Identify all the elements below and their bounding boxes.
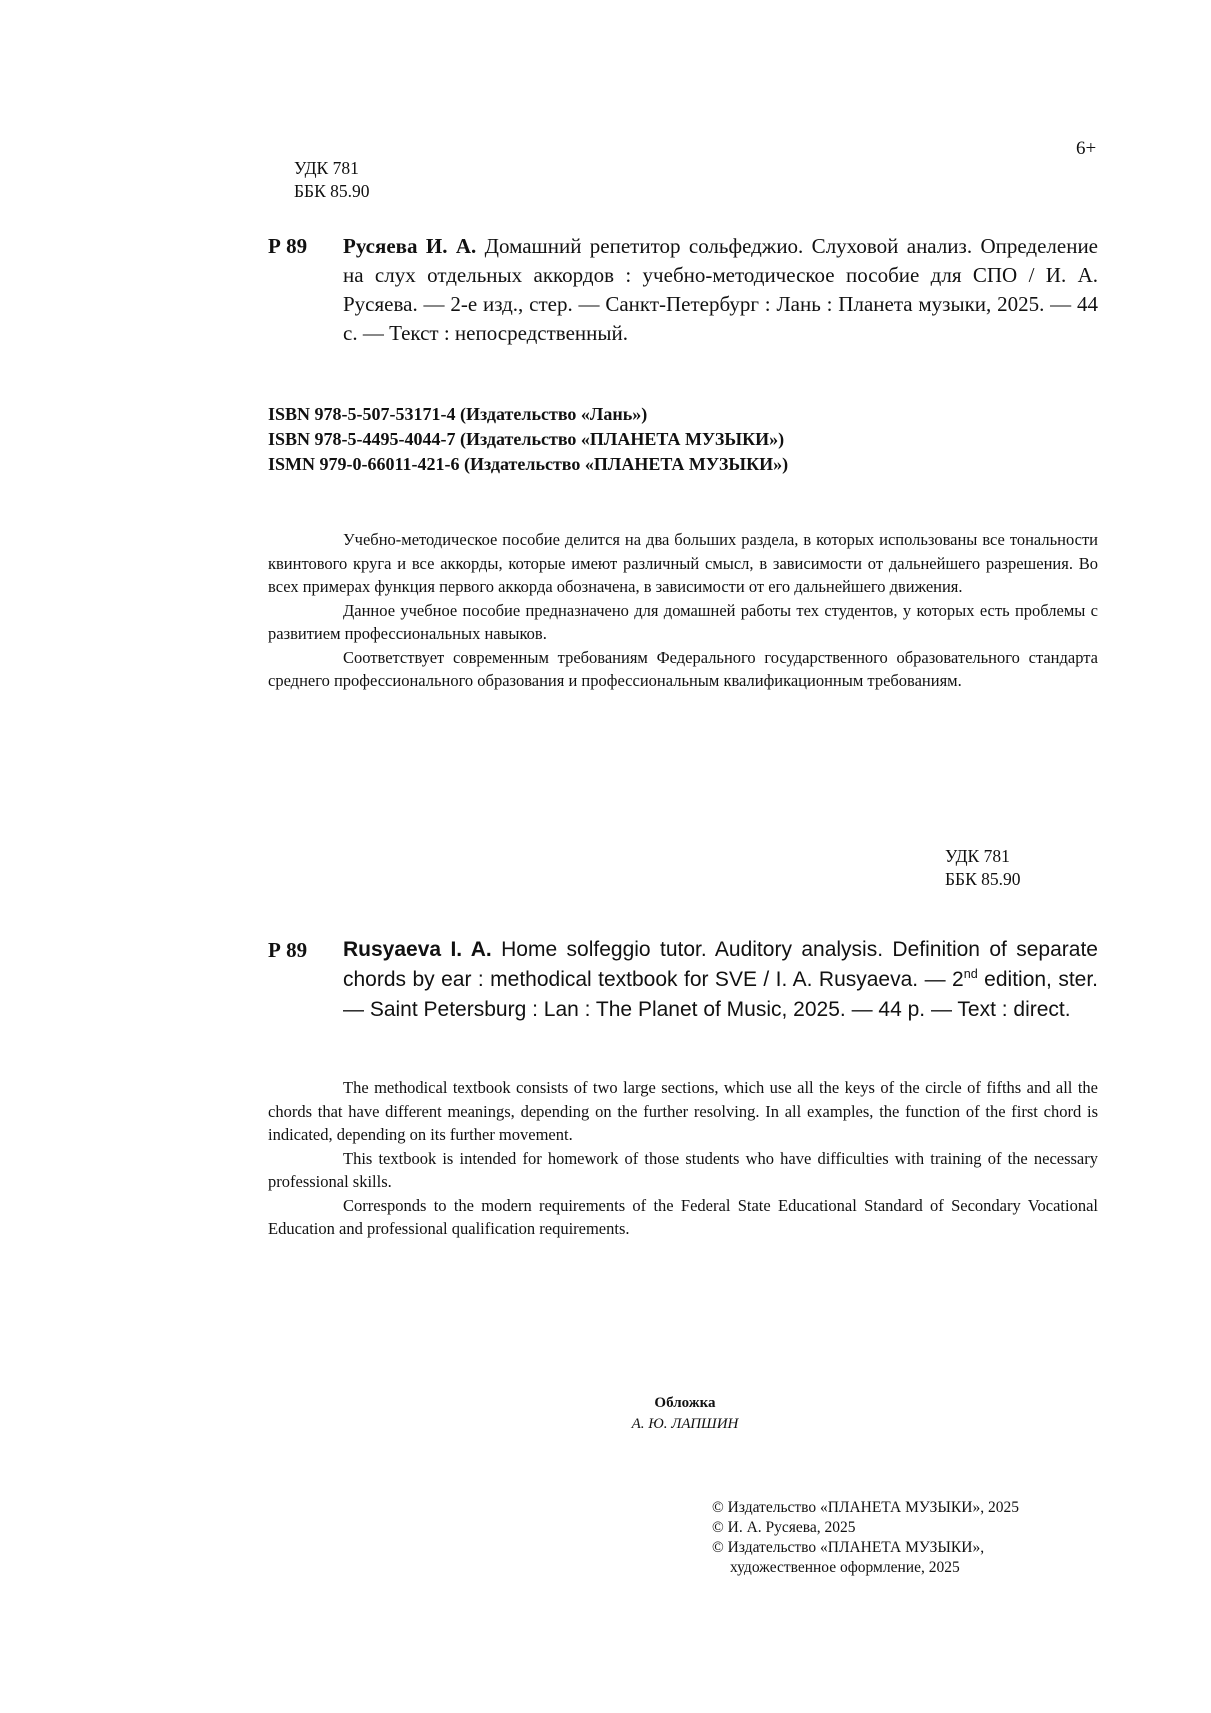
copyright-block: [712, 1498, 1019, 1578]
annotation-paragraph: Учебно-методическое пособие делится на два больших раздела, в которых использованы все тональности квинтового круга и все аккорды, которые имеют различный смысл, в зависимости от дальнейшего разрешения. Во всех примерах функция первого аккорда обозначена, в зависимости от его дальнейшего движения.: [268, 530, 1098, 596]
isbn-list: [268, 402, 788, 477]
udk-code: УДК 781: [294, 158, 359, 178]
bibliographic-entry-en: [268, 935, 1098, 1025]
annotation-paragraph: The methodical textbook consists of two large sections, which use all the keys of the circle of fifths and all the chords that have different meanings, depending on the further resolving. In all examples, the function of the first chord is indicated, depending on its further movement.: [268, 1078, 1098, 1144]
copyright-line-cont: художественное оформление, 2025: [730, 1559, 960, 1576]
udk-bbk-en: [945, 845, 1021, 891]
entry-description: Home solfeggio tutor. Auditory analysis. Definition of separate chords by ear : methodical textbook for SVE / I. A. Rusyaeva. — 2: [343, 938, 1098, 991]
age-rating: 6+: [1076, 138, 1097, 159]
author-name: Русяева И. А.: [343, 234, 477, 258]
copyright-line: © И. А. Русяева, 2025: [712, 1519, 856, 1536]
annotation-paragraph: This textbook is intended for homework of those students who have difficulties with training of the necessary professional skills.: [268, 1148, 1098, 1191]
cover-credit: [560, 1393, 810, 1435]
entry-description-cont: edition, ster. — Saint Petersburg : Lan : The Planet of Music, 2025. — 44 p. — Text : direct.: [343, 968, 1099, 1021]
copyright-line: © Издательство «ПЛАНЕТА МУЗЫКИ», 2025: [712, 1499, 1019, 1516]
author-sign: Р 89: [268, 234, 308, 258]
annotation-ru: [268, 528, 1098, 693]
ordinal-suffix: nd: [963, 967, 978, 981]
bbk-code: ББК 85.90: [945, 869, 1021, 889]
annotation-paragraph: Corresponds to the modern requirements of the Federal State Educational Standard of Secondary Vocational Education and professional qualification requirements.: [268, 1195, 1098, 1238]
author-name: Rusyaeva I. A.: [343, 938, 492, 961]
copyright-line: © Издательство «ПЛАНЕТА МУЗЫКИ»,: [712, 1539, 985, 1556]
ismn-line: ISMN 979-0-66011-421-6 (Издательство «ПЛАНЕТА МУЗЫКИ»): [268, 454, 789, 474]
entry-description: Домашний репетитор сольфеджио. Слуховой анализ. Определение на слух отдельных аккордов : учебно-методическое пособие для СПО / И. А. Русяева. — 2-е изд., стер. — Санкт-Петербург : Лань : Планета музыки, 2025. — 44 с. — Текст : непосредственный.: [343, 234, 1099, 345]
entry-text: [343, 935, 1098, 1025]
udk-code: УДК 781: [945, 846, 1010, 866]
entry-text: [343, 232, 1098, 348]
author-sign: Р 89: [268, 938, 308, 962]
bibliographic-entry-ru: [268, 232, 1098, 348]
isbn-line: ISBN 978-5-4495-4044-7 (Издательство «ПЛАНЕТА МУЗЫКИ»): [268, 429, 785, 449]
annotation-paragraph: Соответствует современным требованиям Федерального государственного образовательного стандарта среднего профессионального образования и профессиональным квалификационным требованиям.: [268, 647, 1098, 690]
isbn-line: ISBN 978-5-507-53171-4 (Издательство «Лань»): [268, 404, 648, 424]
annotation-en: [268, 1076, 1098, 1241]
bbk-code: ББК 85.90: [294, 181, 370, 201]
cover-designer: А. Ю. ЛАПШИН: [631, 1416, 739, 1432]
cover-heading: Обложка: [654, 1395, 716, 1411]
annotation-paragraph: Данное учебное пособие предназначено для домашней работы тех студентов, у которых есть проблемы с развитием профессиональных навыков.: [268, 600, 1098, 643]
udk-bbk-ru: [294, 157, 370, 203]
